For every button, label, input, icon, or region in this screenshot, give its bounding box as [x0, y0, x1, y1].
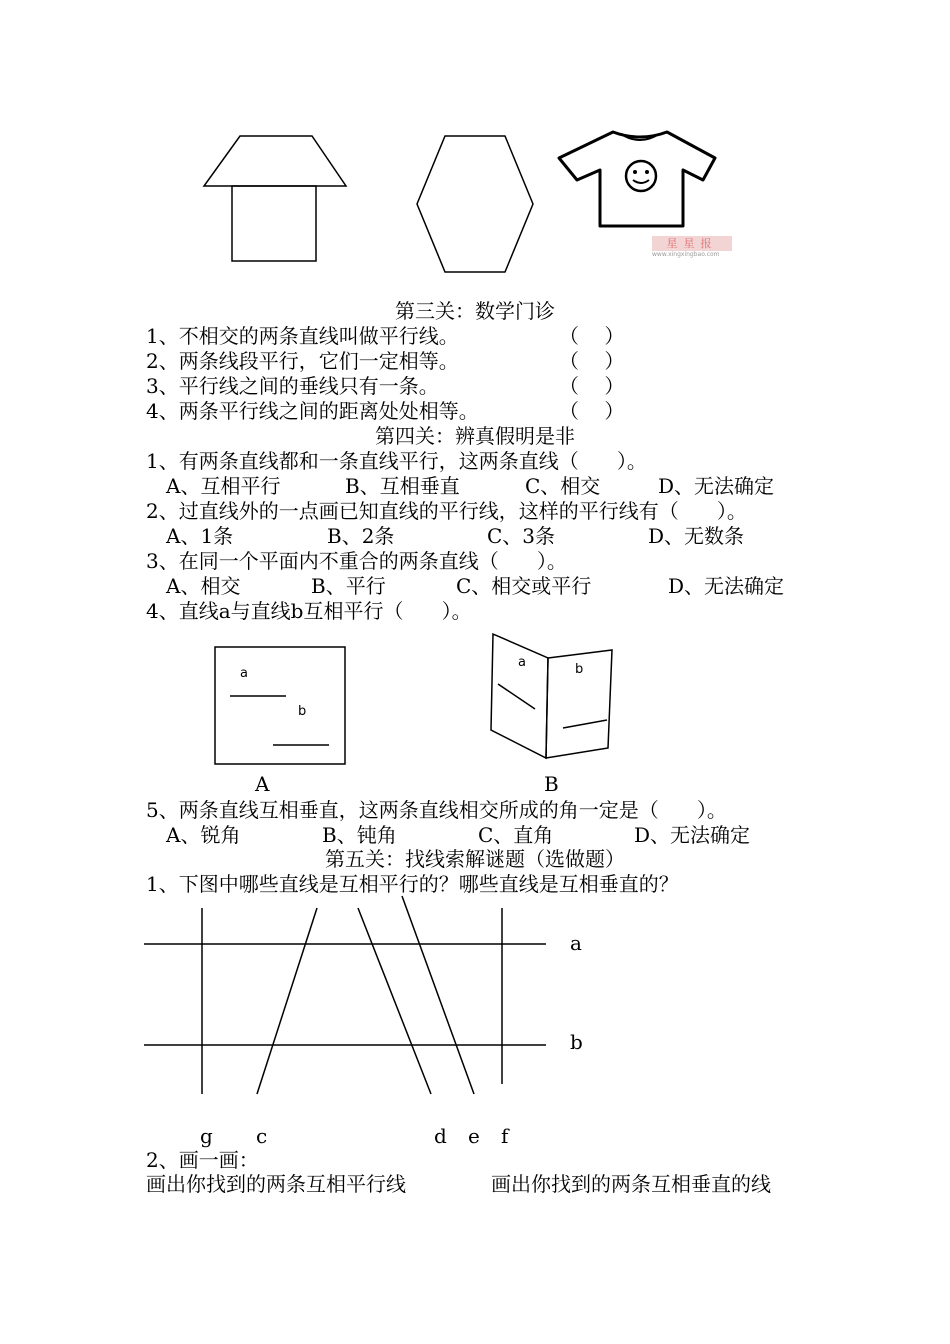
watermark-text: 星星报	[652, 236, 732, 251]
s4-q3-option-a: A、相交	[166, 574, 241, 598]
figure-a-line-a-label: a	[240, 666, 248, 681]
line-c-label: c	[256, 1124, 268, 1148]
s4-q3-option-d: D、无法确定	[668, 574, 785, 598]
s3-question-3: 3、平行线之间的垂线只有一条。	[146, 374, 439, 398]
section4-title: 第四关：辨真假明是非	[375, 424, 575, 448]
s4-question-1: 1、有两条直线都和一条直线平行，这两条直线（ ）。	[146, 449, 647, 473]
s4-q2-option-b: B、2条	[327, 524, 395, 548]
s3-question-2: 2、两条线段平行，它们一定相等。	[146, 349, 459, 373]
line-d-label: d	[434, 1124, 447, 1148]
s3-question-4: 4、两条平行线之间的距离处处相等。	[146, 399, 479, 423]
line-b-label: b	[570, 1030, 583, 1054]
s3-blank-2: （ ）	[559, 349, 625, 373]
s4-question-5: 5、两条直线互相垂直，这两条直线相交所成的角一定是（ ）。	[146, 798, 727, 822]
s4-q1-option-a: A、互相平行	[166, 474, 281, 498]
s5-q2-right-instruction: 画出你找到的两条互相垂直的线	[491, 1172, 771, 1196]
s4-q2-option-a: A、1条	[166, 524, 234, 548]
figure-b-line-a-label: a	[518, 655, 526, 670]
figure-a-line-b-label: b	[298, 704, 307, 719]
s4-q5-option-a: A、锐角	[166, 823, 241, 847]
s3-question-1: 1、不相交的两条直线叫做平行线。	[146, 324, 459, 348]
s4-q3-option-c: C、相交或平行	[456, 574, 592, 598]
s5-q2-left-instruction: 画出你找到的两条互相平行线	[146, 1172, 406, 1196]
line-f-label: f	[501, 1124, 509, 1148]
line-g-label: g	[200, 1124, 213, 1148]
s3-blank-1: （ ）	[559, 324, 625, 348]
s4-q2-option-d: D、无数条	[648, 524, 745, 548]
s4-question-2: 2、过直线外的一点画已知直线的平行线，这样的平行线有（ ）。	[146, 499, 747, 523]
figure-b-label: B	[544, 772, 559, 796]
s3-blank-4: （ ）	[559, 399, 625, 423]
line-a-label: a	[570, 931, 582, 955]
section3-title: 第三关：数学门诊	[395, 299, 555, 323]
s5-question-1: 1、下图中哪些直线是互相平行的？哪些直线是互相垂直的？	[146, 872, 679, 896]
s4-question-3: 3、在同一个平面内不重合的两条直线（ ）。	[146, 549, 567, 573]
s4-q1-option-c: C、相交	[525, 474, 601, 498]
s3-blank-3: （ ）	[559, 374, 625, 398]
figure-b-line-b-label: b	[575, 662, 584, 677]
s4-q5-option-b: B、钝角	[322, 823, 397, 847]
s4-q3-option-b: B、平行	[311, 574, 386, 598]
line-e-label: e	[468, 1124, 480, 1148]
s4-q1-option-b: B、互相垂直	[345, 474, 460, 498]
s4-q2-option-c: C、3条	[487, 524, 556, 548]
section5-title: 第五关：找线索解谜题（选做题）	[325, 847, 625, 871]
s4-q1-option-d: D、无法确定	[658, 474, 775, 498]
s4-q5-option-c: C、直角	[478, 823, 554, 847]
s4-q5-option-d: D、无法确定	[634, 823, 751, 847]
figure-a-label: A	[255, 772, 270, 796]
watermark-url: www.xingxingbao.com	[652, 251, 720, 258]
s4-question-4: 4、直线a与直线b互相平行（ ）。	[146, 599, 472, 623]
s5-question-2: 2、画一画：	[146, 1148, 259, 1172]
